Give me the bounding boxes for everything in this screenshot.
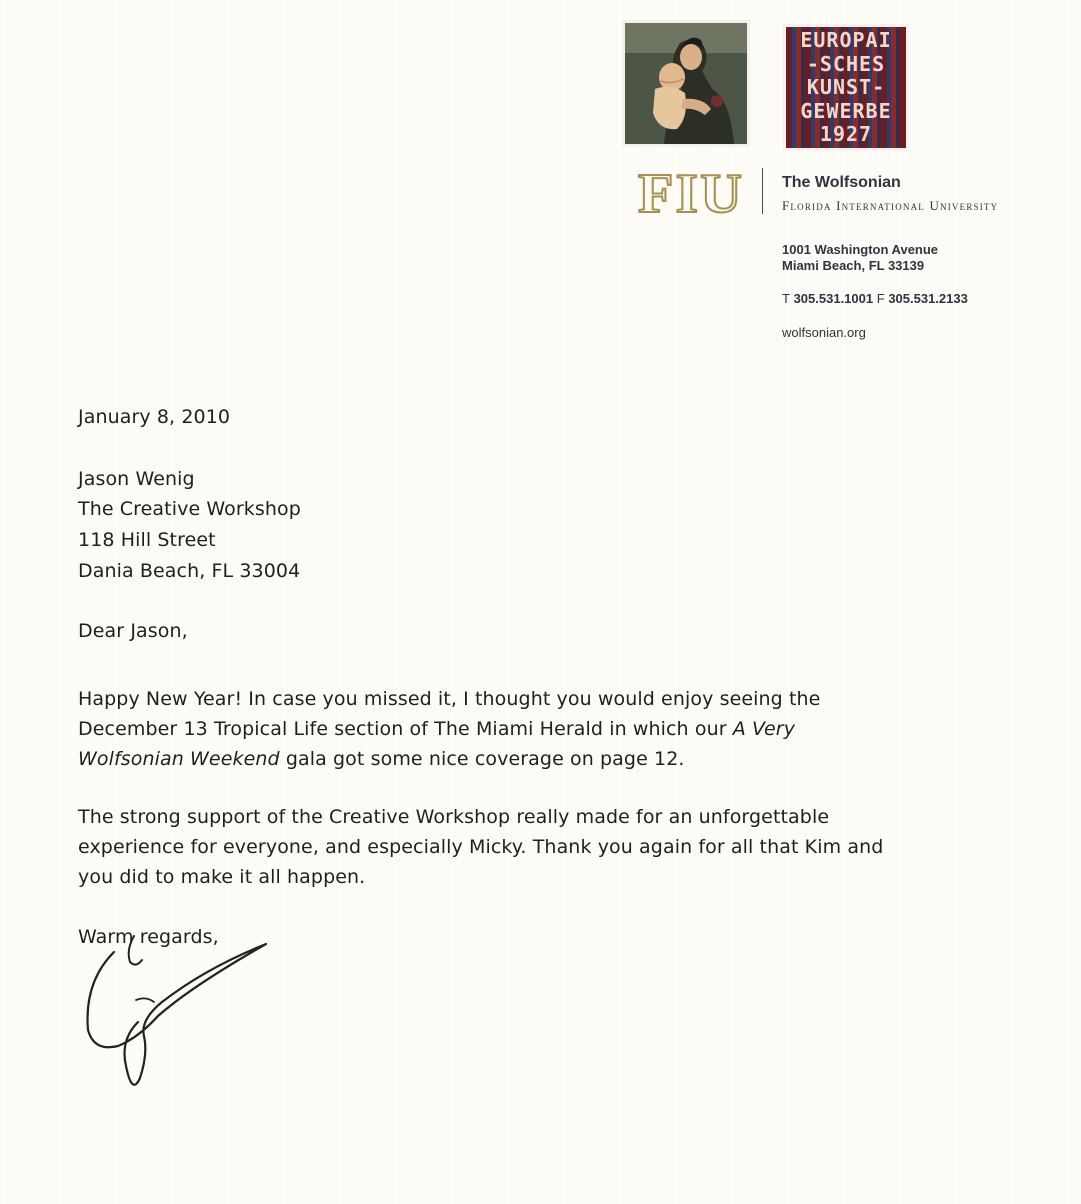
letter-date: January 8, 2010 (78, 406, 231, 428)
recipient-company: The Creative Workshop (78, 498, 301, 520)
paragraph-line: Happy New Year! In case you missed it, I thought you would enjoy seeing the (78, 688, 821, 710)
paragraph-text: gala got some nice coverage on page 12. (279, 748, 685, 770)
fiu-logo (636, 167, 748, 217)
portrait-stamp-image (625, 23, 747, 144)
address-line-1: 1001 Washington Avenue (782, 242, 939, 257)
org-name: The Wolfsonian (782, 174, 901, 191)
paragraph-line: The strong support of the Creative Workshop really made for an unforgettable (78, 806, 830, 828)
stamp-text-line: EUROPAI (800, 28, 892, 52)
handwritten-signature (76, 930, 276, 1090)
stamp-text-line: GEWERBE (800, 98, 892, 123)
paragraph-2 (78, 802, 883, 892)
fax-number: 305.531.2133 (888, 291, 968, 306)
paragraph-line (78, 744, 820, 774)
paragraph-1 (78, 684, 820, 774)
university-name-text: Florida International University (782, 198, 999, 213)
logo-divider (762, 168, 763, 214)
fiu-logo-text: FIU (638, 167, 744, 217)
closing: Warm regards, (78, 926, 219, 948)
paragraph-text: December 13 Tropical Life section of The Miami Herald in which our (78, 718, 733, 740)
poster-stamp-image (786, 27, 906, 148)
stamp-text-line: 1927 (819, 122, 873, 146)
recipient-name: Jason Wenig (78, 468, 195, 490)
recipient-street: 118 Hill Street (78, 529, 216, 551)
website-link[interactable]: wolfsonian.org (782, 325, 866, 340)
salutation: Dear Jason, (78, 620, 188, 642)
address-line-2: Miami Beach, FL 33139 (782, 258, 925, 273)
event-title-italic: A Very (732, 718, 796, 740)
fax-label: F (876, 291, 885, 306)
paragraph-line: you did to make it all happen. (78, 866, 366, 888)
event-title-italic: Wolfsonian Weekend (78, 748, 280, 770)
phone-label: T (782, 291, 790, 306)
stamp-text-line: -SCHES (806, 51, 886, 76)
university-name (782, 198, 998, 214)
phone-fax-line (782, 291, 968, 306)
paragraph-line (78, 714, 820, 744)
paragraph-line: experience for everyone, and especially Micky. Thank you again for all that Kim and (78, 836, 884, 858)
stamp-text-line: KUNST- (806, 75, 886, 99)
phone-number: 305.531.1001 (793, 291, 874, 306)
recipient-city: Dania Beach, FL 33004 (78, 560, 301, 582)
